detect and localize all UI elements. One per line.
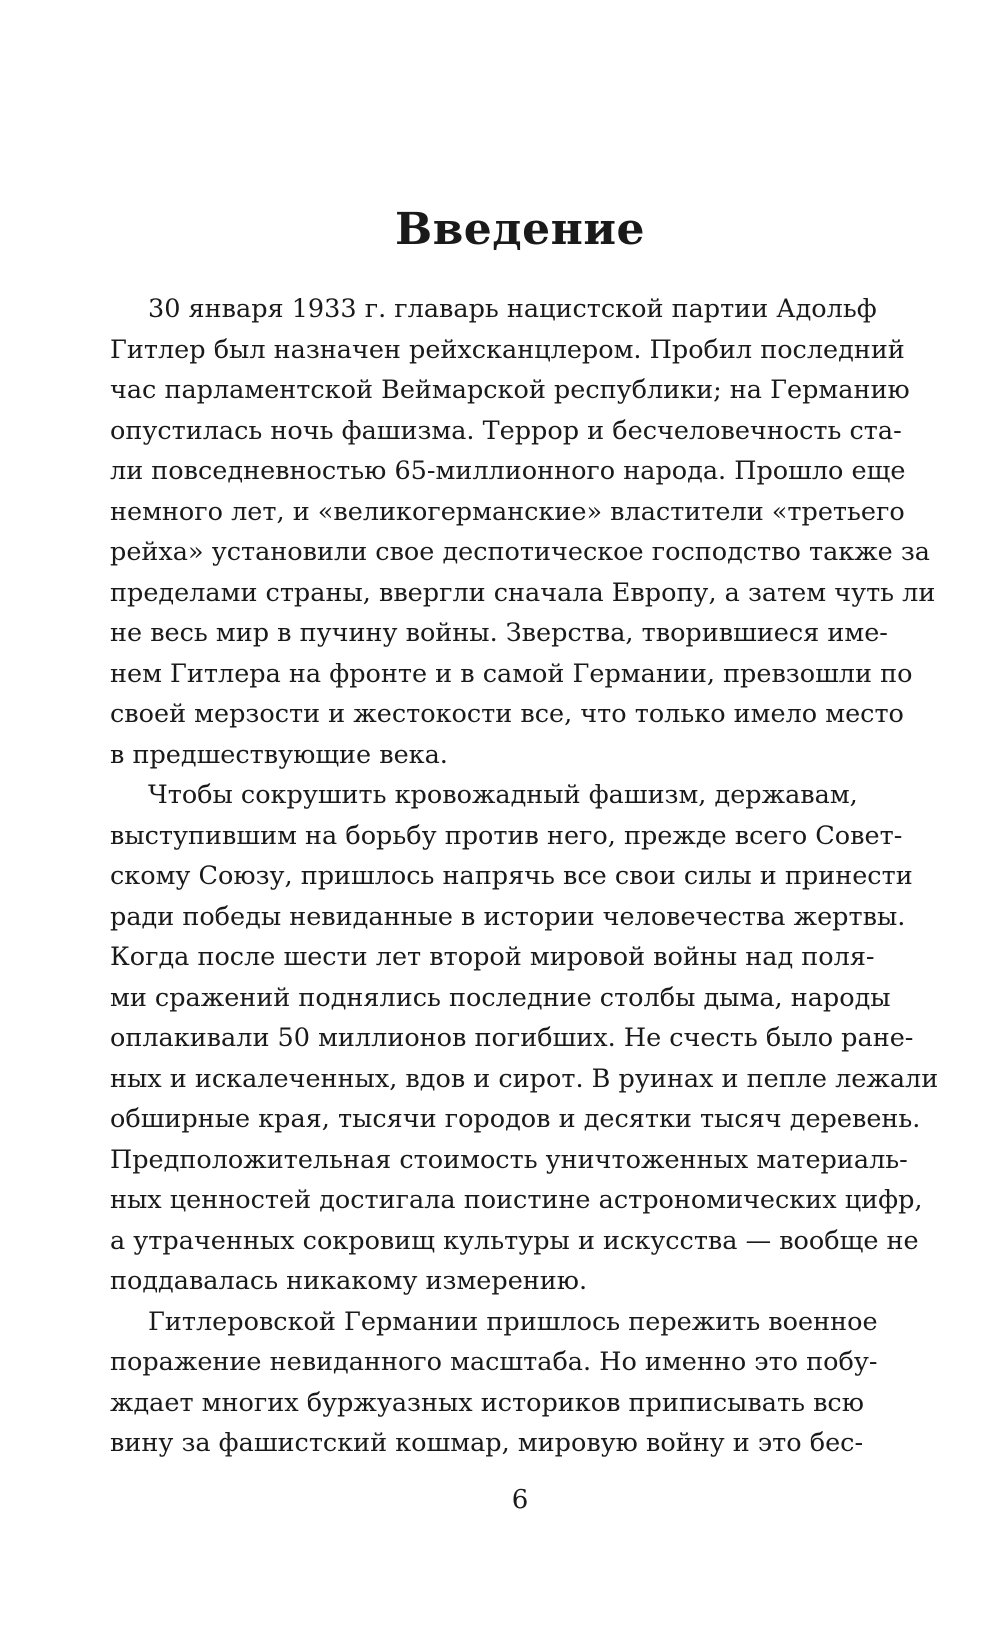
text-line: ми сражений поднялись последние столбы дыма, народы (110, 982, 891, 1013)
text-line: час парламентской Веймарской республики; на Германию (110, 375, 910, 405)
text-line: ли повседневностью 65-миллионного народа. Прошло еще (110, 456, 906, 486)
body-text (110, 289, 939, 1464)
text-line: а утраченных сокровищ культуры и искусства — вообще не (110, 1225, 919, 1256)
text-line: обширные края, тысячи городов и десятки тысяч деревень. (110, 1104, 921, 1134)
chapter-title: Введение (395, 204, 645, 255)
page-number: 6 (511, 1485, 529, 1515)
text-line: в предшествующие века. (110, 739, 448, 770)
text-line: ных ценностей достигала поистине астрономических цифр, (110, 1185, 923, 1215)
text-line: Гитлер был назначен рейхсканцлером. Пробил последний (110, 334, 905, 365)
text-line: 30 января 1933 г. главарь нацистской партии Адольф (148, 294, 877, 324)
text-line: скому Союзу, пришлось напрячь все свои силы и принести (110, 861, 913, 891)
text-line: поражение невиданного масштаба. Но именно это побу- (110, 1347, 878, 1377)
text-line: рейха» установили свое деспотическое господство также за (110, 537, 930, 567)
text-line: немного лет, и «великогерманские» властители «третьего (110, 496, 905, 527)
text-line: оплакивали 50 миллионов погибших. Не счесть было ране- (110, 1023, 914, 1053)
text-line: поддавалась никакому измерению. (110, 1266, 588, 1296)
text-line: нем Гитлера на фронте и в самой Германии, превзошли по (110, 658, 913, 689)
text-line: не весь мир в пучину войны. Зверства, творившиеся име- (110, 618, 888, 648)
text-line: Предположительная стоимость уничтоженных материаль- (110, 1144, 908, 1175)
text-line: ных и искалеченных, вдов и сирот. В руинах и пепле лежали (110, 1063, 939, 1094)
text-line: опустилась ночь фашизма. Террор и бесчеловечность ста- (110, 415, 902, 446)
text-line: выступившим на борьбу против него, прежде всего Совет- (110, 820, 903, 851)
text-line: Чтобы сокрушить кровожадный фашизм, державам, (148, 780, 858, 810)
text-line: Когда после шести лет второй мировой войны над поля- (110, 942, 875, 972)
text-line: пределами страны, ввергли сначала Европу, а затем чуть ли (110, 577, 936, 608)
text-line: Гитлеровской Германии пришлось пережить военное (148, 1306, 878, 1337)
text-line: ждает многих буржуазных историков приписывать всю (110, 1387, 864, 1418)
text-line: ради победы невиданные в истории человечества жертвы. (110, 901, 906, 932)
text-line: вину за фашистский кошмар, мировую войну и это бес- (110, 1428, 864, 1458)
text-line: своей мерзости и жестокости все, что только имело место (110, 699, 904, 729)
